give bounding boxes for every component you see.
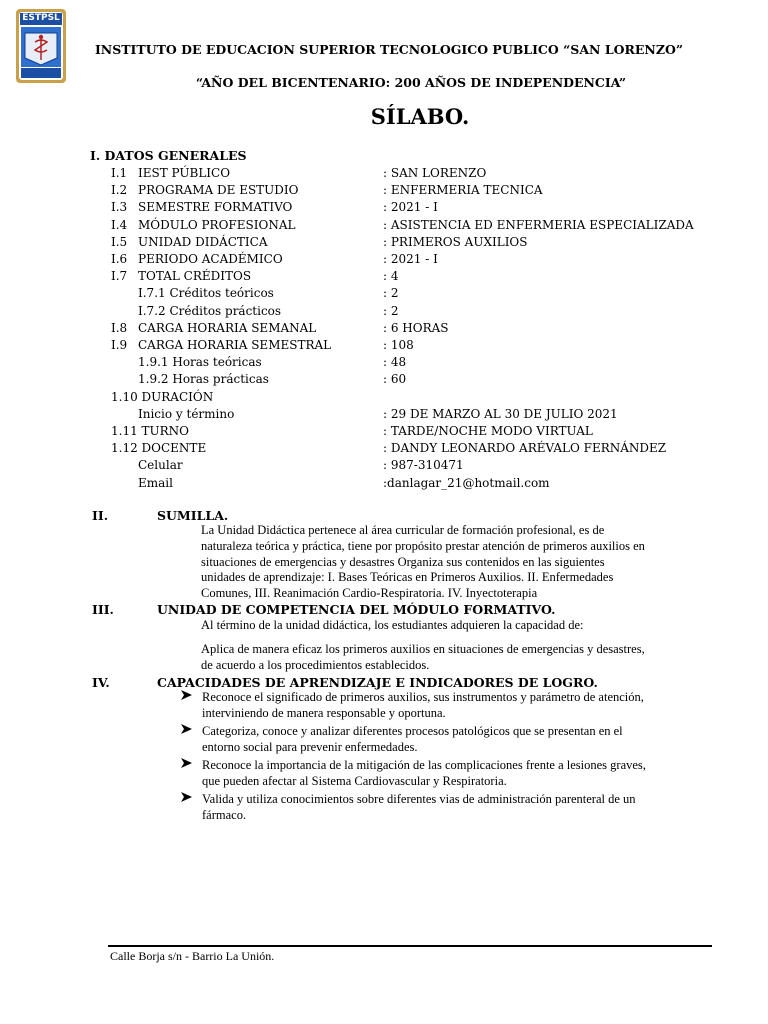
sumilla-line: situaciones de emergencias y desastres Organiza sus contenidos en las siguientes <box>201 554 605 569</box>
arrow-bullet-icon <box>180 757 193 772</box>
arrow-bullet-icon <box>180 689 193 704</box>
competence-line: de acuerdo a los procedimientos establecidos. <box>201 657 430 672</box>
capacity-line: Reconoce la importancia de la mitigación de las complicaciones frente a lesiones graves, <box>202 758 646 772</box>
arrow-bullet-icon <box>180 791 193 806</box>
general-row-label: I.7.1 Créditos teóricos <box>138 286 274 301</box>
general-row-value: : 6 HORAS <box>383 320 449 335</box>
section-2-heading: SUMILLA. <box>157 508 229 523</box>
general-row-label: CARGA HORARIA SEMANAL <box>138 320 317 335</box>
sumilla-line: Comunes, III. Reanimación Cardio-Respiratoria. IV. Inyectoterapia <box>201 586 538 601</box>
institute-name: INSTITUTO DE EDUCACION SUPERIOR TECNOLOGICO PUBLICO “SAN LORENZO” <box>94 42 684 57</box>
general-row-number: I.6 <box>111 252 128 266</box>
general-row-value: : TARDE/NOCHE MODO VIRTUAL <box>383 424 593 438</box>
general-row-label: I.7.2 Créditos prácticos <box>138 303 282 318</box>
section-1-heading: I. DATOS GENERALES <box>90 148 247 163</box>
general-row-label: CARGA HORARIA SEMESTRAL <box>138 338 332 352</box>
general-row-value: : 48 <box>383 355 407 370</box>
capacity-item <box>202 690 644 722</box>
general-row-value: : 60 <box>383 372 407 387</box>
logo-text: ESTPSL <box>22 13 60 23</box>
general-row-value: : 2 <box>383 303 399 318</box>
competence-paragraph <box>201 642 645 674</box>
general-row-value: : 987-310471 <box>383 458 464 473</box>
general-row-label: MÓDULO PROFESIONAL <box>138 217 296 232</box>
general-row-number: I.2 <box>111 183 128 198</box>
capacity-line: entorno social para prevenir enfermedades. <box>202 739 418 754</box>
general-row-number: I.4 <box>111 217 128 232</box>
capacity-line: fármaco. <box>202 807 247 822</box>
capacity-line: Valida y utiliza conocimientos sobre diferentes vias de administración parenteral de un <box>202 792 636 806</box>
competence-intro: Al término de la unidad didáctica, los estudiantes adquieren la capacidad de: <box>201 618 584 632</box>
general-row-value: : ASISTENCIA ED ENFERMERIA ESPECIALIZADA <box>383 217 694 232</box>
general-row-value: : DANDY LEONARDO ARÉVALO FERNÁNDEZ <box>383 441 667 456</box>
general-row-value: : 29 DE MARZO AL 30 DE JULIO 2021 <box>383 406 618 421</box>
section-4-heading: CAPACIDADES DE APRENDIZAJE E INDICADORES DE LOGRO. <box>157 675 598 690</box>
competence-line: Aplica de manera eficaz los primeros auxilios en situaciones de emergencias y desastres, <box>201 642 645 656</box>
section-3-number: III. <box>92 602 114 617</box>
capacity-line: Reconoce el significado de primeros auxilios, sus instrumentos y parámetro de atención, <box>202 690 644 704</box>
footer-divider <box>108 945 712 947</box>
general-row-number: I.7 <box>111 269 128 284</box>
general-row-label: IEST PÚBLICO <box>138 166 231 180</box>
general-row-label: SEMESTRE FORMATIVO <box>138 200 293 215</box>
capacity-item <box>202 792 636 824</box>
general-row-number: 1.10 DURACIÓN <box>111 389 214 404</box>
general-row-value: : 2021 - I <box>383 252 438 266</box>
general-row-label: Email <box>138 475 173 490</box>
section-3-heading: UNIDAD DE COMPETENCIA DEL MÓDULO FORMATIVO. <box>157 602 556 617</box>
general-row-label: Inicio y término <box>138 406 235 421</box>
sumilla-line: unidades de aprendizaje: I. Bases Teóricas en Primeros Auxilios. II. Enfermedades <box>201 570 614 585</box>
general-row-label: Celular <box>138 458 183 473</box>
general-row-value: : 4 <box>383 269 399 284</box>
general-row-value: : PRIMEROS AUXILIOS <box>383 234 528 249</box>
capacity-item <box>202 758 646 790</box>
capacity-line: Categoriza, conoce y analizar diferentes procesos patológicos que se presentan en el <box>202 724 623 738</box>
general-row-label: 1.9.1 Horas teóricas <box>138 355 262 370</box>
general-row-label: TOTAL CRÉDITOS <box>138 269 252 284</box>
general-row-number: I.8 <box>111 320 128 335</box>
year-motto: “AÑO DEL BICENTENARIO: 200 AÑOS DE INDEPENDENCIA” <box>195 75 627 90</box>
general-row-number: 1.12 DOCENTE <box>111 441 207 456</box>
sumilla-paragraph <box>201 523 645 602</box>
general-row-value: : 2 <box>383 286 399 301</box>
footer-address: Calle Borja s/n - Barrio La Unión. <box>110 949 275 963</box>
general-row-number: I.3 <box>111 200 128 215</box>
capacity-line: que pueden afectar al Sistema Cardiovascular y Respiratoria. <box>202 773 507 788</box>
general-row-value: : 108 <box>383 338 414 352</box>
general-row-number: I.5 <box>111 234 128 249</box>
general-row-value: :danlagar_21@hotmail.com <box>383 475 550 490</box>
general-row-number: I.1 <box>111 166 128 180</box>
sumilla-line: naturaleza teórica y práctica, tiene por propósito prestar atención de primeros auxilios en <box>201 538 645 553</box>
section-2-number: II. <box>92 508 109 523</box>
sumilla-line: La Unidad Didáctica pertenece al área curricular de formación profesional, es de <box>201 523 605 537</box>
capacity-line: interviniendo de manera responsable y oportuna. <box>202 705 446 720</box>
general-row-value: : ENFERMERIA TECNICA <box>383 183 543 198</box>
general-row-number: I.9 <box>111 338 128 352</box>
general-row-label: PERIODO ACADÉMICO <box>138 252 283 266</box>
general-row-number: 1.11 TURNO <box>111 424 190 438</box>
section-4-number: IV. <box>92 675 110 690</box>
general-row-label: 1.9.2 Horas prácticas <box>138 372 269 387</box>
general-row-value: : 2021 - I <box>383 200 438 215</box>
general-row-label: PROGRAMA DE ESTUDIO <box>138 183 299 198</box>
general-row-label: UNIDAD DIDÁCTICA <box>138 234 268 249</box>
capacity-item <box>202 724 623 756</box>
arrow-bullet-icon <box>180 723 193 738</box>
general-row-value: : SAN LORENZO <box>383 166 487 180</box>
document-title: SÍLABO. <box>370 104 470 129</box>
